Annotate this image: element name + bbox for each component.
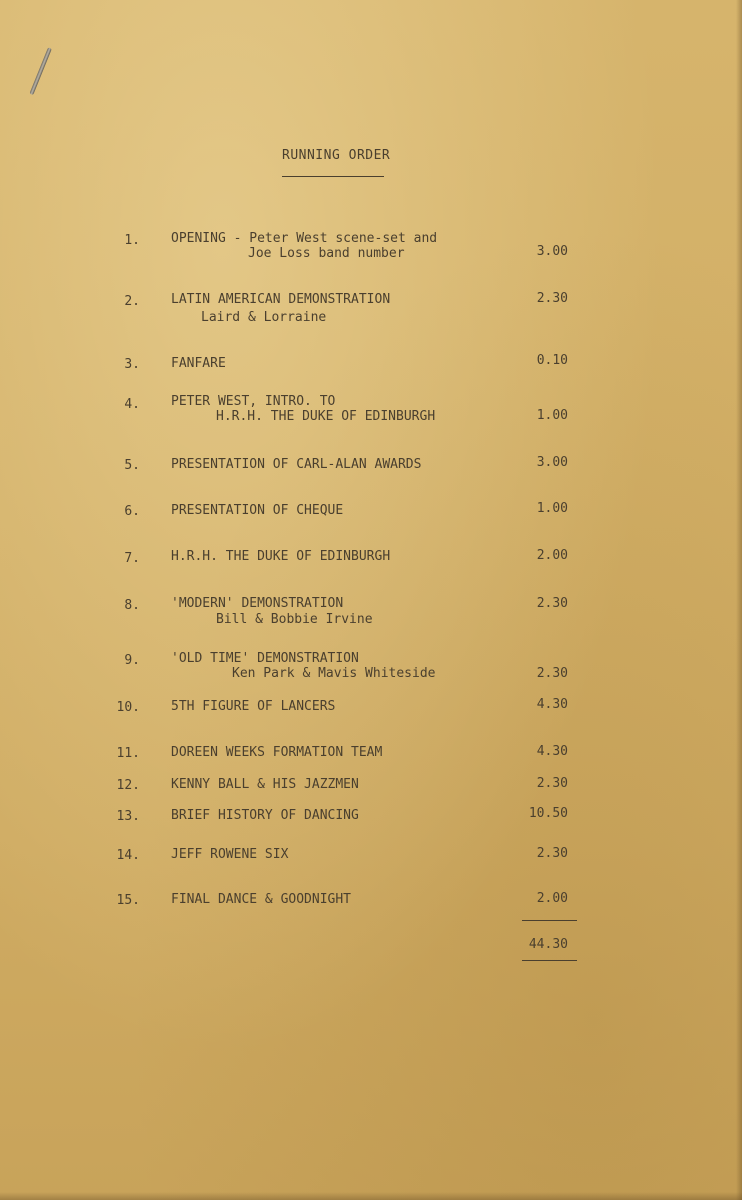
item-duration: 1.00 bbox=[536, 408, 568, 423]
item-subtitle: Joe Loss band number bbox=[248, 246, 405, 261]
item-subtitle: H.R.H. THE DUKE OF EDINBURGH bbox=[216, 409, 436, 424]
item-duration: 2.30 bbox=[536, 846, 568, 861]
total-duration: 44.30 bbox=[528, 937, 568, 952]
item-duration: 1.00 bbox=[536, 501, 568, 516]
item-number: 7. bbox=[124, 551, 140, 566]
item-description: OPENING - Peter West scene-set and bbox=[171, 231, 438, 246]
item-duration: 0.10 bbox=[536, 353, 568, 368]
item-description: FINAL DANCE & GOODNIGHT bbox=[171, 892, 352, 907]
item-duration: 2.30 bbox=[536, 666, 568, 681]
item-number: 1. bbox=[124, 233, 140, 248]
item-duration: 4.30 bbox=[536, 697, 568, 712]
title-underline bbox=[282, 176, 384, 177]
total-rule-bottom bbox=[522, 960, 577, 961]
item-duration: 2.00 bbox=[536, 548, 568, 563]
item-number: 9. bbox=[124, 653, 140, 668]
item-subtitle: Laird & Lorraine bbox=[201, 310, 327, 325]
item-description: FANFARE bbox=[171, 356, 226, 371]
item-description: BRIEF HISTORY OF DANCING bbox=[171, 808, 359, 823]
item-description: 5TH FIGURE OF LANCERS bbox=[171, 699, 336, 714]
item-number: 2. bbox=[124, 294, 140, 309]
item-number: 5. bbox=[124, 458, 140, 473]
item-description: KENNY BALL & HIS JAZZMEN bbox=[171, 777, 359, 792]
paper-edge-shadow bbox=[736, 0, 742, 1200]
item-number: 14. bbox=[116, 848, 140, 863]
item-number: 3. bbox=[124, 357, 140, 372]
item-description: 'MODERN' DEMONSTRATION bbox=[171, 596, 344, 611]
item-number: 15. bbox=[116, 893, 140, 908]
item-duration: 2.30 bbox=[536, 776, 568, 791]
item-number: 13. bbox=[116, 809, 140, 824]
item-description: DOREEN WEEKS FORMATION TEAM bbox=[171, 745, 383, 760]
total-rule-top bbox=[522, 920, 577, 921]
item-duration: 2.00 bbox=[536, 891, 568, 906]
item-duration: 2.30 bbox=[536, 291, 568, 306]
item-description: PRESENTATION OF CHEQUE bbox=[171, 503, 344, 518]
item-description: PRESENTATION OF CARL-ALAN AWARDS bbox=[171, 457, 422, 472]
item-subtitle: Bill & Bobbie Irvine bbox=[216, 612, 373, 627]
item-number: 12. bbox=[116, 778, 140, 793]
item-description: 'OLD TIME' DEMONSTRATION bbox=[171, 651, 359, 666]
item-number: 10. bbox=[116, 700, 140, 715]
item-number: 11. bbox=[116, 746, 140, 761]
item-duration: 3.00 bbox=[536, 455, 568, 470]
item-number: 8. bbox=[124, 598, 140, 613]
staple-icon bbox=[29, 47, 51, 95]
item-duration: 3.00 bbox=[536, 244, 568, 259]
item-duration: 10.50 bbox=[528, 806, 568, 821]
item-duration: 4.30 bbox=[536, 744, 568, 759]
item-description: JEFF ROWENE SIX bbox=[171, 847, 289, 862]
item-duration: 2.30 bbox=[536, 596, 568, 611]
item-number: 4. bbox=[124, 397, 140, 412]
paper-bottom-shadow bbox=[0, 1192, 742, 1200]
item-description: PETER WEST, INTRO. TO bbox=[171, 394, 336, 409]
item-description: H.R.H. THE DUKE OF EDINBURGH bbox=[171, 549, 391, 564]
page-title: RUNNING ORDER bbox=[282, 148, 391, 163]
item-description: LATIN AMERICAN DEMONSTRATION bbox=[171, 292, 391, 307]
item-subtitle: Ken Park & Mavis Whiteside bbox=[232, 666, 436, 681]
item-number: 6. bbox=[124, 504, 140, 519]
